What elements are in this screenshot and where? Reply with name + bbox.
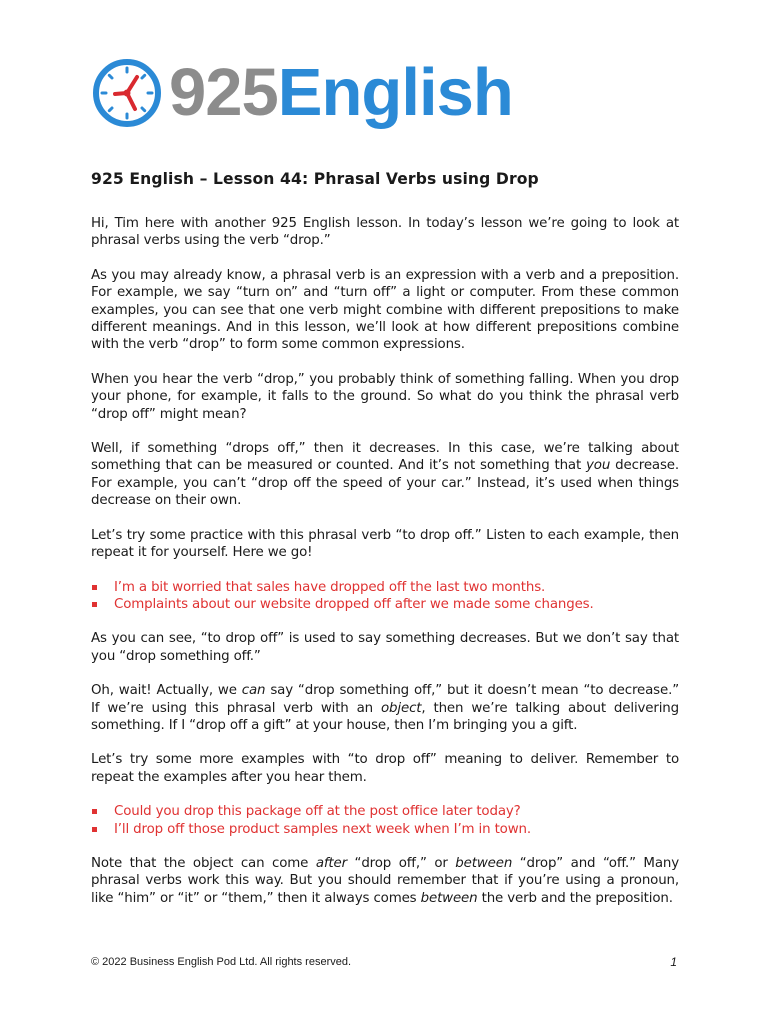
example-list-decrease xyxy=(91,579,679,614)
object-position-paragraph: Note that the object can come after “drop off,” or between “drop” and “off.” Many phrasal verbs work this way. But you should remember that if you’re using a pronoun, like “him” or “it” or “them,” then it always comes between the verb and the preposition. xyxy=(91,855,680,906)
phrasal-verb-definition-paragraph: As you may already know, a phrasal verb is an expression with a verb and a preposition. For example, we say “turn on” and “turn off” a light or computer. From these common examples, you can see that one verb might combine with different prepositions to make different meanings. And in this lesson, we’ll look at how different prepositions combine with the verb “drop” to form some common expressions. xyxy=(91,267,679,353)
list-item: Complaints about our website dropped off after we made some changes. xyxy=(91,596,679,613)
list-item: I’ll drop off those product samples next week when I’m in town. xyxy=(91,821,679,838)
copyright-notice: © 2022 Business English Pod Ltd. All rights reserved. xyxy=(91,956,352,968)
clock-icon xyxy=(91,57,163,129)
example-list-deliver xyxy=(91,803,679,838)
decrease-summary-paragraph: As you can see, “to drop off” is used to say something decreases. But we don’t say that you “drop something off.” xyxy=(91,631,679,664)
logo-number: 925 xyxy=(169,55,278,130)
brand-logo xyxy=(91,55,513,130)
deliver-meaning-paragraph: Oh, wait! Actually, we can say “drop something off,” but it doesn’t mean “to decrease.” If we’re using this phrasal verb with an object, then we’re talking about delivering something. If I “drop off a gift” at your house, then I’m bringing you a gift. xyxy=(91,683,679,733)
bullet-icon xyxy=(92,602,97,607)
drops-off-paragraph: Well, if something “drops off,” then it decreases. In this case, we’re talking about something that can be measured or counted. And it’s not something that you decrease. For example, you can’t “drop off the speed of your car.” Instead, it’s used when things decrease on their own. xyxy=(91,441,680,509)
bullet-icon xyxy=(92,827,97,832)
deliver-practice-paragraph: Let’s try some more examples with “to drop off” meaning to deliver. Remember to repeat the examples after you hear them. xyxy=(91,752,679,785)
list-item: Could you drop this package off at the post office later today? xyxy=(91,803,679,820)
logo-text xyxy=(169,55,513,130)
bullet-icon xyxy=(92,809,97,814)
logo-word: English xyxy=(277,55,513,130)
intro-paragraph: Hi, Tim here with another 925 English lesson. In today’s lesson we’re going to look at phrasal verbs using the verb “drop.” xyxy=(91,216,679,249)
drop-meaning-paragraph: When you hear the verb “drop,” you probably think of something falling. When you drop your phone, for example, it falls to the ground. So what do you think the phrasal verb “drop off” might mean? xyxy=(91,371,679,422)
practice-intro-paragraph: Let’s try some practice with this phrasal verb “to drop off.” Listen to each example, then repeat it for yourself. Here we go! xyxy=(91,527,679,561)
lesson-content xyxy=(91,166,679,924)
bullet-icon xyxy=(92,585,97,590)
list-item: I’m a bit worried that sales have dropped off the last two months. xyxy=(91,579,679,596)
lesson-title: 925 English – Lesson 44: Phrasal Verbs using Drop xyxy=(91,170,539,188)
page-number: 1 xyxy=(670,955,677,969)
